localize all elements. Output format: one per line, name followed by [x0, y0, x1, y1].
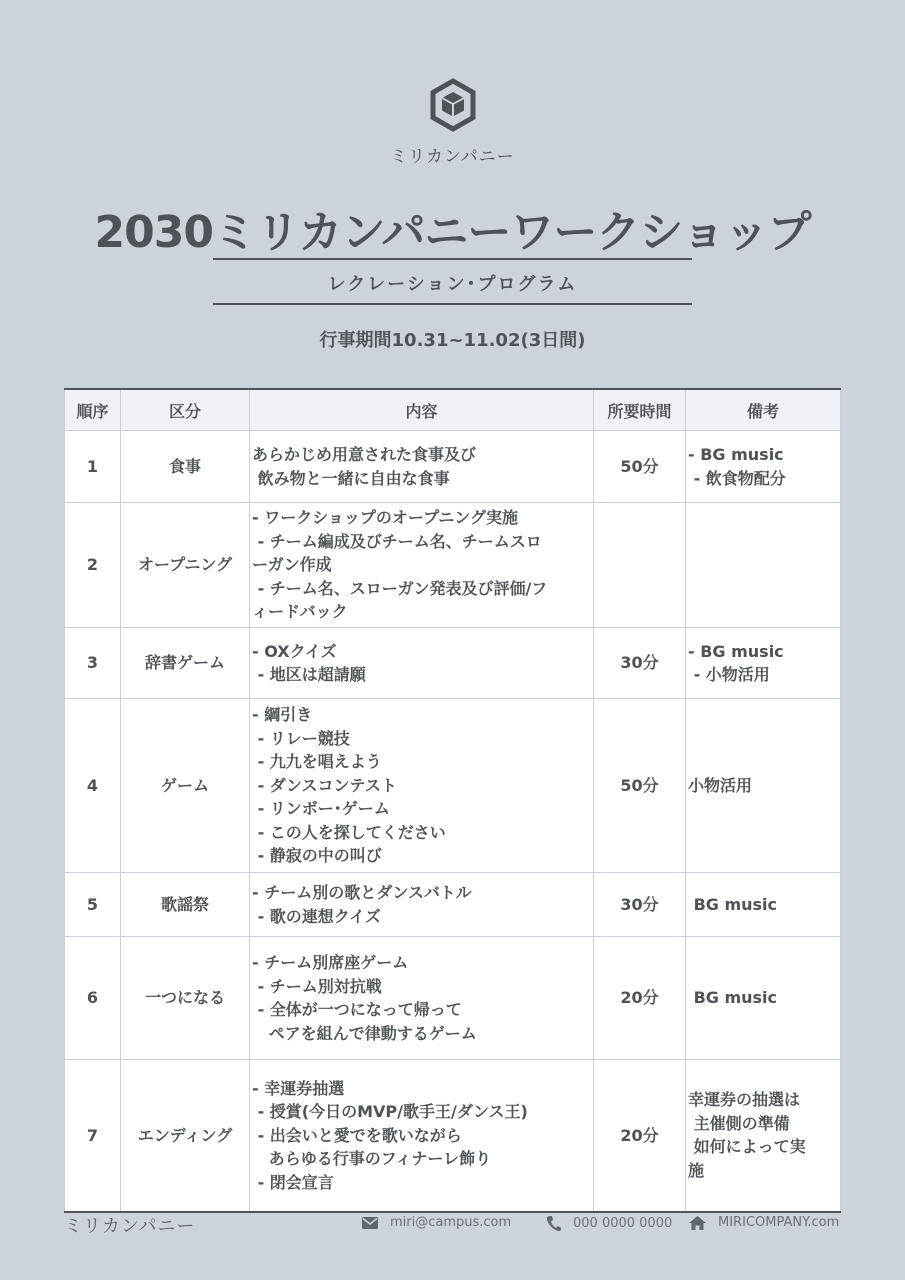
row-time: 30分 [594, 628, 686, 699]
column-header-content: 内容 [250, 389, 594, 431]
row-number: 1 [65, 431, 121, 503]
table-row [65, 699, 841, 873]
row-category: 歌謡祭 [121, 873, 250, 937]
footer [0, 1212, 905, 1242]
logo [0, 78, 905, 132]
column-header-category: 区分 [121, 389, 250, 431]
row-number: 6 [65, 937, 121, 1060]
row-content: - チーム別席座ゲーム - チーム別対抗戦 - 全体が一つになって帰って ペアを組んで律動するゲーム [250, 937, 594, 1060]
row-category: 食事 [121, 431, 250, 503]
row-number: 4 [65, 699, 121, 873]
row-time: 50分 [594, 699, 686, 873]
home-icon [689, 1216, 706, 1230]
table-row [65, 937, 841, 1060]
row-note [686, 503, 841, 628]
phone-icon [546, 1215, 561, 1232]
row-category: エンディング [121, 1060, 250, 1212]
row-content: - 綱引き - リレー競技 - 九九を唱えよう - ダンスコンテスト - リンボー･ゲーム - この人を探してください - 静寂の中の叫び [250, 699, 594, 873]
title-divider-bottom [213, 303, 692, 305]
row-category: ゲーム [121, 699, 250, 873]
table-row [65, 873, 841, 937]
envelope-icon [362, 1217, 378, 1229]
row-number: 5 [65, 873, 121, 937]
footer-phone[interactable] [546, 1215, 672, 1232]
footer-phone-text: 000 0000 0000 [573, 1216, 673, 1231]
row-content: - OXクイズ - 地区は超請願 [250, 628, 594, 699]
row-time: 30分 [594, 873, 686, 937]
footer-email[interactable] [362, 1215, 511, 1230]
brand-name: ミリカンパニー [390, 147, 515, 167]
column-header-note: 備考 [686, 389, 841, 431]
row-number: 2 [65, 503, 121, 628]
row-note: 幸運券の抽選は 主催側の準備 如何によって実 施 [686, 1060, 841, 1212]
table-row [65, 1060, 841, 1212]
footer-website-text: MIRICOMPANY.com [718, 1215, 840, 1230]
row-content: - ワークショップのオープニング実施 - チーム編成及びチーム名、チームスロ ーガン作成 - チーム名、スローガン発表及び評価/フ ィードバック [250, 503, 594, 628]
table-row [65, 628, 841, 699]
row-note: - BG music - 飲食物配分 [686, 431, 841, 503]
title-divider-top [213, 258, 692, 260]
row-number: 3 [65, 628, 121, 699]
row-time: 20分 [594, 937, 686, 1060]
row-content: - 幸運券抽選 - 授賞(今日のMVP/歌手王/ダンス王) - 出会いと愛でを歌いながら あらゆる行事のフィナーレ飾り - 閉会宣言 [250, 1060, 594, 1212]
row-note: 小物活用 [686, 699, 841, 873]
row-category: 辞書ゲーム [121, 628, 250, 699]
event-period: 行事期間10.31~11.02(3日間) [319, 330, 586, 351]
footer-email-text: miri@campus.com [390, 1215, 512, 1230]
row-time [594, 503, 686, 628]
row-note: BG music [686, 937, 841, 1060]
row-time: 50分 [594, 431, 686, 503]
row-note: BG music [686, 873, 841, 937]
page-title: 2030ミリカンパニーワークショップ [94, 207, 811, 258]
table-header-row [65, 389, 841, 431]
column-header-order: 順序 [65, 389, 121, 431]
row-note: - BG music - 小物活用 [686, 628, 841, 699]
column-header-time: 所要時間 [594, 389, 686, 431]
row-number: 7 [65, 1060, 121, 1212]
hexagon-cube-logo-icon [429, 78, 477, 132]
row-content: あらかじめ用意された食事及び 飲み物と一緒に自由な食事 [250, 431, 594, 503]
footer-brand: ミリカンパニー [64, 1216, 196, 1237]
row-content: - チーム別の歌とダンスバトル - 歌の連想クイズ [250, 873, 594, 937]
row-category: 一つになる [121, 937, 250, 1060]
table-row [65, 503, 841, 628]
table-row [65, 431, 841, 503]
schedule-table [64, 388, 841, 1213]
row-time: 20分 [594, 1060, 686, 1212]
page-subtitle: レクレーション･プログラム [327, 274, 578, 295]
footer-website[interactable] [689, 1215, 839, 1230]
row-category: オープニング [121, 503, 250, 628]
